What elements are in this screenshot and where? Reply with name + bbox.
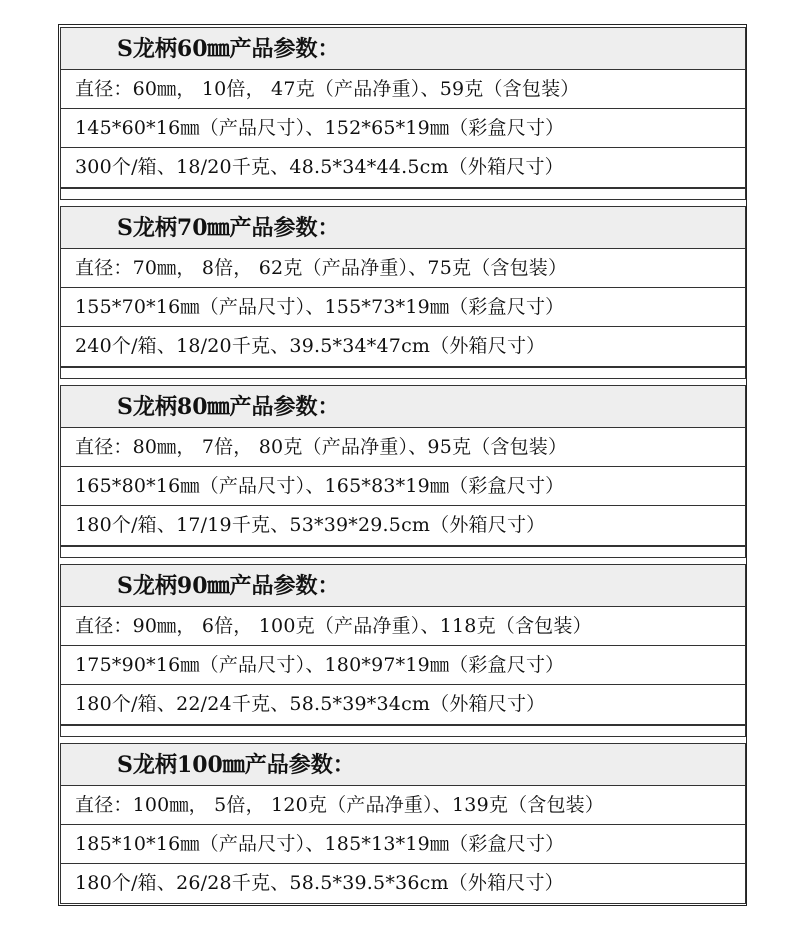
spacer-row <box>60 725 746 737</box>
spec-block-70mm <box>60 206 746 367</box>
spec-row-diameter: 直径：80㎜， 7倍， 80克（产品净重）、95克（含包装） <box>61 428 745 467</box>
spec-row-diameter: 直径：90㎜， 6倍， 100克（产品净重）、118克（含包装） <box>61 607 745 646</box>
spec-row-dimensions: 155*70*16㎜（产品尺寸）、155*73*19㎜（彩盒尺寸） <box>61 288 745 327</box>
spec-block-100mm <box>60 743 746 904</box>
spec-block-60mm <box>60 27 746 188</box>
spec-row-carton: 180个/箱、17/19千克、53*39*29.5cm（外箱尺寸） <box>75 514 546 536</box>
spec-row-carton: 300个/箱、18/20千克、48.5*34*44.5cm（外箱尺寸） <box>75 156 564 178</box>
spec-row-dimensions: 165*80*16㎜（产品尺寸）、165*83*19㎜（彩盒尺寸） <box>61 467 745 506</box>
spacer-row <box>60 367 746 379</box>
spec-row-diameter: 直径：100㎜， 5倍， 120克（产品净重）、139克（含包装） <box>61 786 745 825</box>
spec-row-dimensions: 185*10*16㎜（产品尺寸）、185*13*19㎜（彩盒尺寸） <box>61 825 745 864</box>
spec-title: S龙柄100㎜产品参数： <box>61 744 745 786</box>
spacer-row <box>60 188 746 200</box>
spec-row-carton: 180个/箱、26/28千克、58.5*39.5*36cm（外箱尺寸） <box>75 872 564 894</box>
spacer-row <box>60 546 746 558</box>
spec-row-diameter: 直径：70㎜， 8倍， 62克（产品净重）、75克（含包装） <box>61 249 745 288</box>
spec-row-carton: 180个/箱、22/24千克、58.5*39*34cm（外箱尺寸） <box>75 693 546 715</box>
spec-title: S龙柄60㎜产品参数： <box>61 28 745 70</box>
spec-row-dimensions: 175*90*16㎜（产品尺寸）、180*97*19㎜（彩盒尺寸） <box>61 646 745 685</box>
spec-title: S龙柄70㎜产品参数： <box>61 207 745 249</box>
spec-title: S龙柄90㎜产品参数： <box>61 565 745 607</box>
spec-row-carton: 240个/箱、18/20千克、39.5*34*47cm（外箱尺寸） <box>75 335 546 357</box>
spec-title: S龙柄80㎜产品参数： <box>61 386 745 428</box>
spec-block-80mm <box>60 385 746 546</box>
spec-row-dimensions: 145*60*16㎜（产品尺寸）、152*65*19㎜（彩盒尺寸） <box>61 109 745 148</box>
spec-row-diameter: 直径：60㎜， 10倍， 47克（产品净重）、59克（含包装） <box>61 70 745 109</box>
spec-block-90mm <box>60 564 746 725</box>
